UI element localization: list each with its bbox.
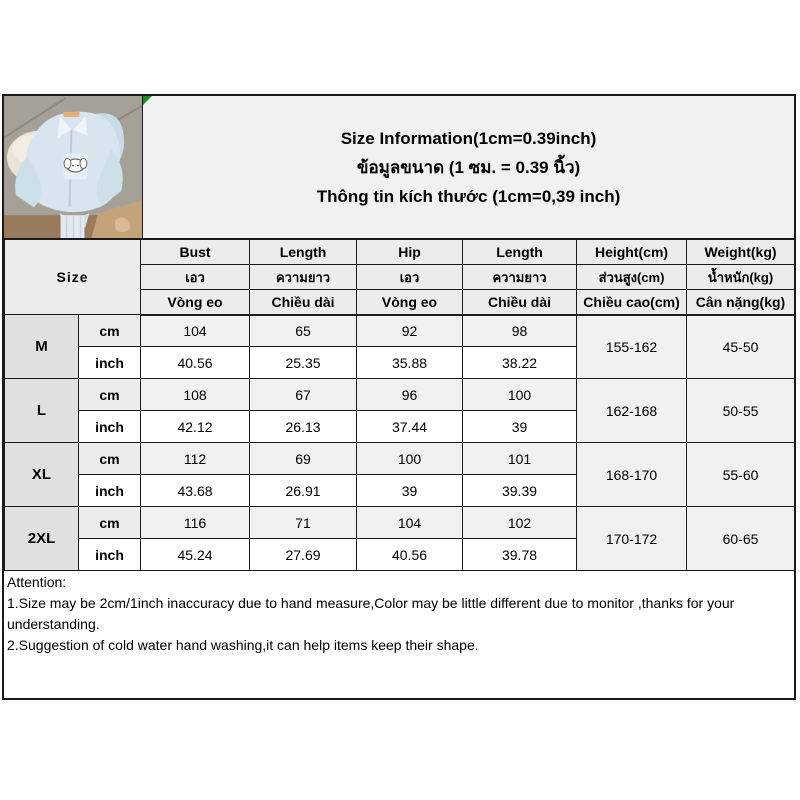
table-cell: 39.78 [463,539,577,571]
table-cell: 37.44 [357,411,463,443]
product-photo-cell [4,96,143,238]
table-cell: 98 [463,315,577,347]
size-row-2xl-cm [5,507,795,539]
table-cell: 67 [250,379,357,411]
unit-label-inch: inch [79,347,141,379]
col-header-length1-vi: Chiều dài [250,290,357,315]
size-table [4,239,795,571]
page-title-th: ข้อมูลขนาด (1 ซม. = 0.39 นิ้ว) [356,157,581,177]
unit-label-cm: cm [79,443,141,475]
cell-corner-marker-icon [143,96,152,105]
col-header-bust-vi: Vòng eo [141,290,250,315]
size-info-sheet [2,94,796,700]
table-cell: 40.56 [357,539,463,571]
table-cell: 25.35 [250,347,357,379]
unit-label-inch: inch [79,411,141,443]
table-cell: 39 [463,411,577,443]
col-header-weight-en: Weight(kg) [687,240,795,265]
table-cell: 108 [141,379,250,411]
table-cell: 42.12 [141,411,250,443]
height-range-cell: 168-170 [577,443,687,507]
table-cell: 104 [357,507,463,539]
col-header-weight-th: น้ำหนัก(kg) [687,265,795,290]
height-range-cell: 170-172 [577,507,687,571]
unit-label-cm: cm [79,507,141,539]
attention-note [4,571,794,698]
table-cell: 101 [463,443,577,475]
attention-heading: Attention: [7,574,67,590]
col-header-weight-vi: Cân nặng(kg) [687,290,795,315]
attention-line-2: 2.Suggestion of cold water hand washing,it can help items keep their shape. [7,637,479,653]
table-cell: 102 [463,507,577,539]
table-cell: 39.39 [463,475,577,507]
attention-line-1: 1.Size may be 2cm/1inch inaccuracy due to hand measure,Color may be little different due to monitor ,thanks for your understanding. [7,595,735,632]
weight-range-cell: 45-50 [687,315,795,379]
col-header-bust-en: Bust [141,240,250,265]
table-cell: 100 [463,379,577,411]
table-cell: 71 [250,507,357,539]
unit-label-cm: cm [79,315,141,347]
col-header-hip-vi: Vòng eo [357,290,463,315]
pocket-mascot [64,154,88,180]
height-range-cell: 162-168 [577,379,687,443]
weight-range-cell: 55-60 [687,443,795,507]
product-photo-image [4,96,142,238]
page-title-en: Size Information(1cm=0.39inch) [340,128,597,148]
table-cell: 26.13 [250,411,357,443]
size-label-xl: XL [5,443,79,507]
table-cell: 69 [250,443,357,475]
col-header-bust-th: เอว [141,265,250,290]
col-header-height-th: ส่วนสูง(cm) [577,265,687,290]
table-cell: 39 [357,475,463,507]
size-corner-label: Size [5,240,141,315]
table-cell: 96 [357,379,463,411]
size-label-l: L [5,379,79,443]
table-cell: 38.22 [463,347,577,379]
size-label-m: M [5,315,79,379]
col-header-height-vi: Chiều cao(cm) [577,290,687,315]
size-label-2xl: 2XL [5,507,79,571]
col-header-length2-vi: Chiều dài [463,290,577,315]
col-header-length1-en: Length [250,240,357,265]
table-cell: 104 [141,315,250,347]
header-row-en [5,240,795,265]
col-header-length2-en: Length [463,240,577,265]
height-range-cell: 155-162 [577,315,687,379]
col-header-hip-th: เอว [357,265,463,290]
weight-range-cell: 50-55 [687,379,795,443]
unit-label-inch: inch [79,539,141,571]
unit-label-cm: cm [79,379,141,411]
unit-label-inch: inch [79,475,141,507]
col-header-length2-th: ความยาว [463,265,577,290]
size-row-l-cm [5,379,795,411]
table-cell: 45.24 [141,539,250,571]
table-cell: 26.91 [250,475,357,507]
size-row-xl-cm [5,443,795,475]
table-cell: 40.56 [141,347,250,379]
table-cell: 35.88 [357,347,463,379]
table-cell: 112 [141,443,250,475]
table-cell: 27.69 [250,539,357,571]
table-cell: 92 [357,315,463,347]
table-cell: 65 [250,315,357,347]
table-cell: 43.68 [141,475,250,507]
top-section [4,96,794,239]
weight-range-cell: 60-65 [687,507,795,571]
table-cell: 116 [141,507,250,539]
col-header-height-en: Height(cm) [577,240,687,265]
size-row-m-cm [5,315,795,347]
col-header-hip-en: Hip [357,240,463,265]
table-cell: 100 [357,443,463,475]
col-header-length1-th: ความยาว [250,265,357,290]
page-title-vi: Thông tin kích thước (1cm=0,39 inch) [316,186,621,206]
title-cell [143,96,794,238]
